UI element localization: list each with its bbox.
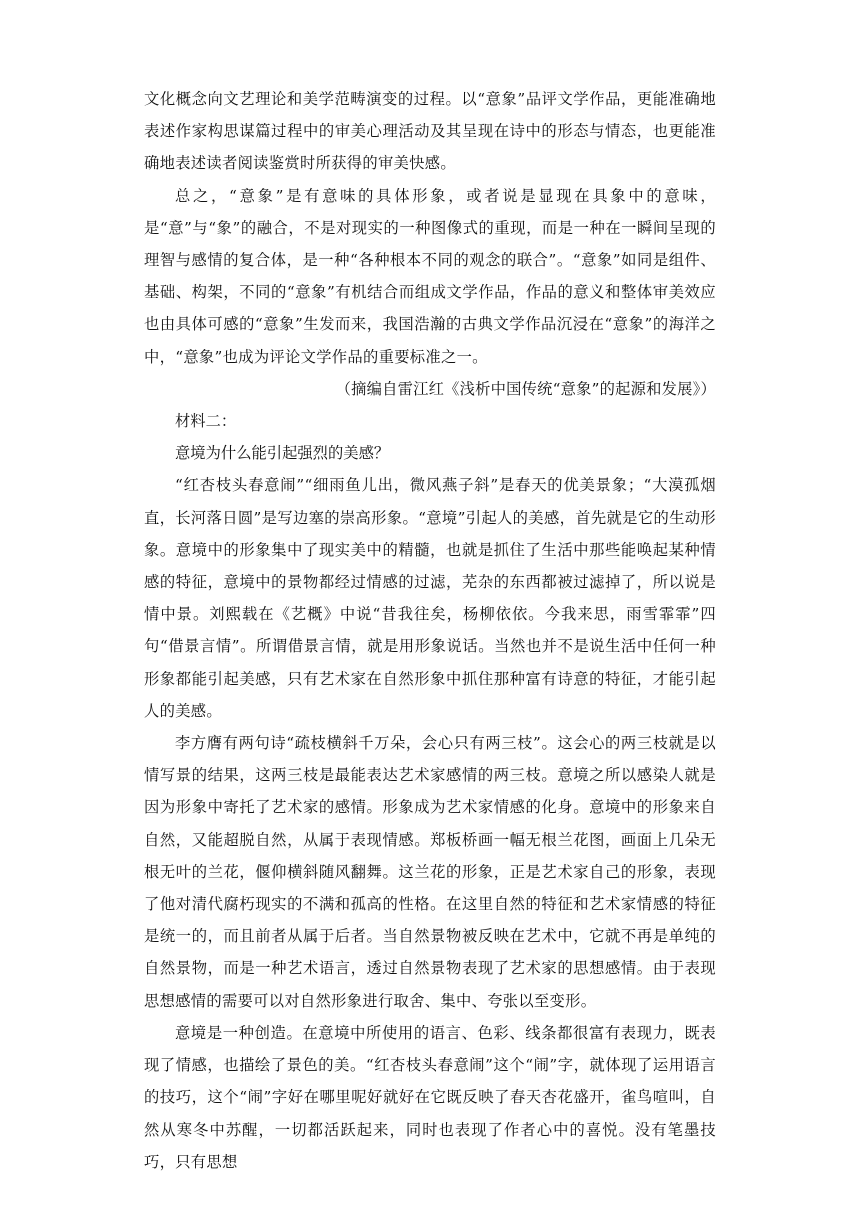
material2-paragraph-1: “红杏枝头春意闹”“细雨鱼儿出，微风燕子斜”是春天的优美景象；“大漠孤烟直，长河落日圆”是写边塞的崇高形象。“意境”引起人的美感，首先就是它的生动形象。意境中的形象集中了现实美中的精髓，也就是抓住了生活中那些能唤起某种情感的特征，意境中的景物都经过情感的过滤，芜杂的东西都被过滤掉了，所以说是情中景。刘熙载在《艺概》中说“昔我往矣，杨柳依依。今我来思，雨雪霏霏”四句“借景言情”。所谓借景言情，就是用形象说话。当然也并不是说生活中任何一种形象都能引起美感，只有艺术家在自然形象中抓住那种富有诗意的特征，才能引起人的美感。 bbox=[144, 476, 716, 720]
material1-summary: 总之，“意象”是有意味的具体形象，或者说是显现在具象中的意味，是“意”与“象”的融合，不是对现实的一种图像式的重现，而是一种在一瞬间呈现的理智与感情的复合体，是一种“各种根本不同的观念的联合”。“意象”如同是组件、基础、构架，不同的“意象”有机结合而组成文学作品，作品的意义和整体审美效应也由具体可感的“意象”生发而来，我国浩瀚的古典文学作品沉浸在“意象”的海洋之中，“意象”也成为评论文学作品的重要标准之一。 bbox=[144, 186, 716, 366]
material2-heading: 意境为什么能引起强烈的美感？ bbox=[175, 444, 390, 463]
material2-paragraph-3: 意境是一种创造。在意境中所使用的语言、色彩、线条都很富有表现力，既表现了情感，也描绘了景色的美。“红杏枝头春意闹”这个“闹”字，就体现了运用语言的技巧，这个“闹”字好在哪里呢好就好在它既反映了春天杏花盛开，雀鸟喧叫，自然从寒冬中苏醒，一切都活跃起来，同时也表现了作者心中的喜悦。没有笔墨技巧，只有思想 bbox=[144, 1023, 716, 1171]
material1-source: （摘编自雷江红《浅析中国传统“意象”的起源和发展》） bbox=[335, 379, 716, 398]
material1-continuation: 文化概念向文艺理论和美学范畴演变的过程。以“意象”品评文学作品，更能准确地表述作家构思谋篇过程中的审美心理活动及其呈现在诗中的形态与情态，也更能准确地表述读者阅读鉴赏时所获得的审美快感。 bbox=[144, 90, 716, 173]
material2-label: 材料二： bbox=[175, 412, 237, 431]
material2-paragraph-2: 李方膺有两句诗“疏枝横斜千万朵，会心只有两三枝”。这会心的两三枝就是以情写景的结果，这两三枝是最能表达艺术家感情的两三枝。意境之所以感染人就是因为形象中寄托了艺术家的感情。形象成为艺术家情感的化身。意境中的形象来自自然，又能超脱自然，从属于表现情感。郑板桥画一幅无根兰花图，画面上几朵无根无叶的兰花，偃仰横斜随风翻舞。这兰花的形象，正是艺术家自己的形象，表现了他对清代腐朽现实的不满和孤高的性格。在这里自然的特征和艺术家情感的特征是统一的，而且前者从属于后者。当自然景物被反映在艺术中，它就不再是单纯的自然景物，而是一种艺术语言，透过自然景物表现了艺术家的思想感情。由于表现思想感情的需要可以对自然形象进行取舍、集中、夸张以至变形。 bbox=[144, 734, 716, 1010]
document-page bbox=[144, 0, 716, 1178]
